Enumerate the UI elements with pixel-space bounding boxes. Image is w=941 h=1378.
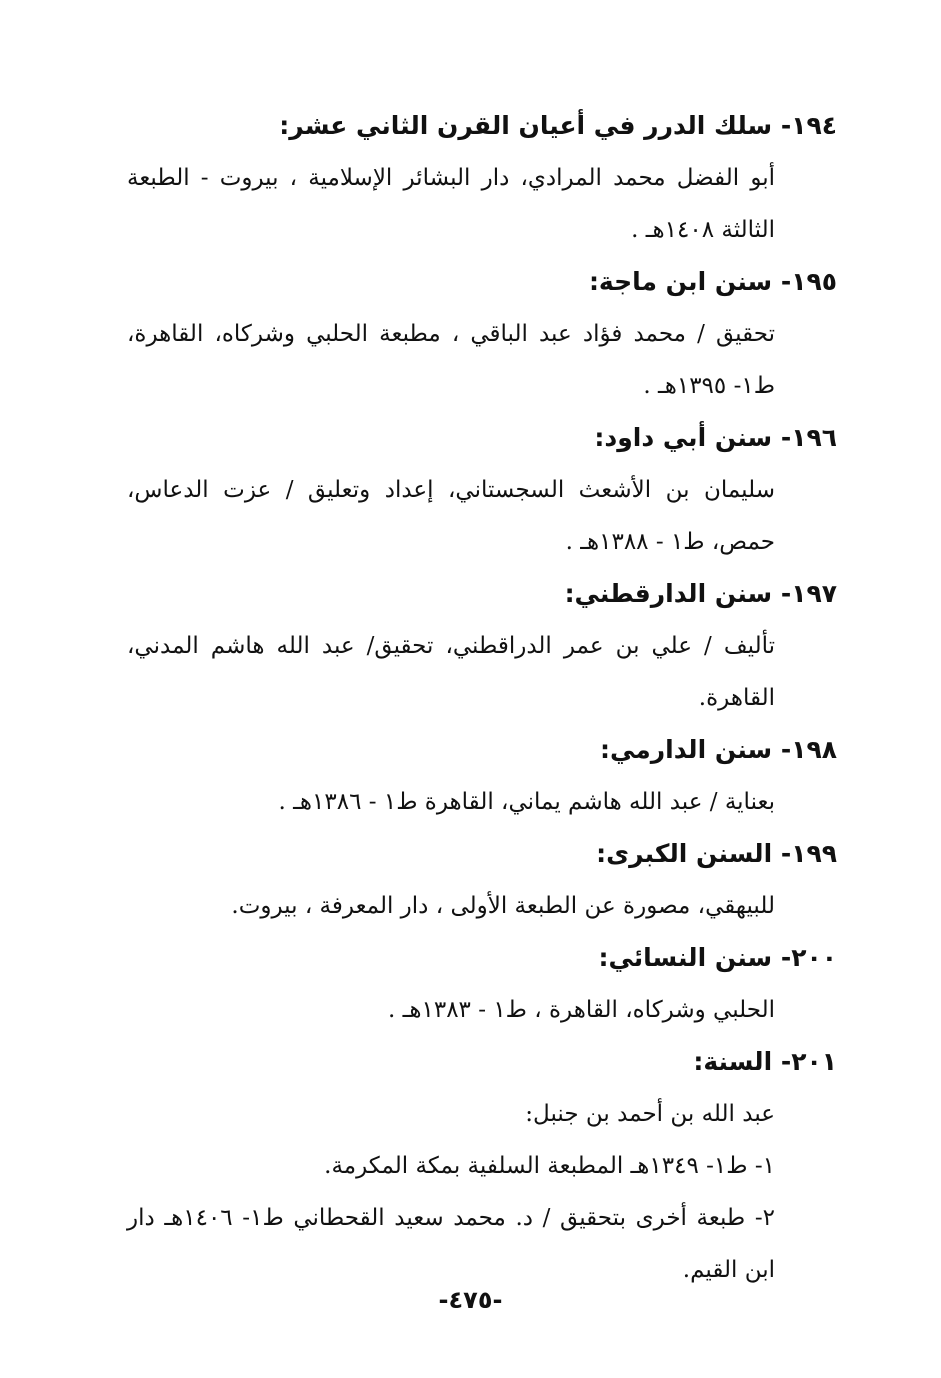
entry-body-199: للبيهقي، مصورة عن الطبعة الأولى ، دار المعرفة ، بيروت. (231, 893, 775, 919)
entry-title-200: ٢٠٠- سنن النسائي: (598, 943, 837, 972)
entry-title-201: ٢٠١- السنة: (693, 1047, 837, 1076)
entry-body-197: تأليف / علي بن عمر الدراقطني، تحقيق/ عبد الله هاشم المدني، القاهرة. (127, 633, 775, 711)
entry-title-195: ١٩٥- سنن ابن ماجة: (588, 267, 837, 296)
entry-title-197: ١٩٧- سنن الدارقطني: (564, 579, 837, 608)
entry-title-199: ١٩٩- السنن الكبرى: (596, 839, 837, 868)
entry-body-196: سليمان بن الأشعث السجستاني، إعداد وتعليق / عزت الدعاس، حمص، ط١ - ١٣٨٨هـ . (127, 477, 775, 555)
entry-body-201-edition-1: ١- ط١- ١٣٤٩هـ المطبعة السلفية بمكة المكرمة. (324, 1153, 775, 1179)
entry-body-194: أبو الفضل محمد المرادي، دار البشائر الإسلامية ، بيروت - الطبعة الثالثة ١٤٠٨هـ . (127, 165, 775, 243)
entry-body-195: تحقيق / محمد فؤاد عبد الباقي ، مطبعة الحلبي وشركاه، القاهرة، ط١- ١٣٩٥هـ . (127, 321, 775, 399)
entry-title-198: ١٩٨- سنن الدارمي: (600, 735, 837, 764)
page-number: -٤٧٥- (438, 1286, 503, 1314)
entry-title-196: ١٩٦- سنن أبي داود: (594, 423, 837, 452)
entry-body-201-edition-2: ٢- طبعة أخرى بتحقيق / د. محمد سعيد القحطاني ط١- ١٤٠٦هـ دار ابن القيم. (127, 1205, 775, 1283)
bibliography-page (127, 100, 837, 1296)
entry-body-201-author: عبد الله بن أحمد بن جنبل: (525, 1101, 775, 1127)
entry-body-200: الحلبي وشركاه، القاهرة ، ط١ - ١٣٨٣هـ . (387, 997, 775, 1023)
entry-body-198: بعناية / عبد الله هاشم يماني، القاهرة ط١ - ١٣٨٦هـ . (278, 789, 775, 815)
entry-title-194: ١٩٤- سلك الدرر في أعيان القرن الثاني عشر: (279, 111, 837, 140)
